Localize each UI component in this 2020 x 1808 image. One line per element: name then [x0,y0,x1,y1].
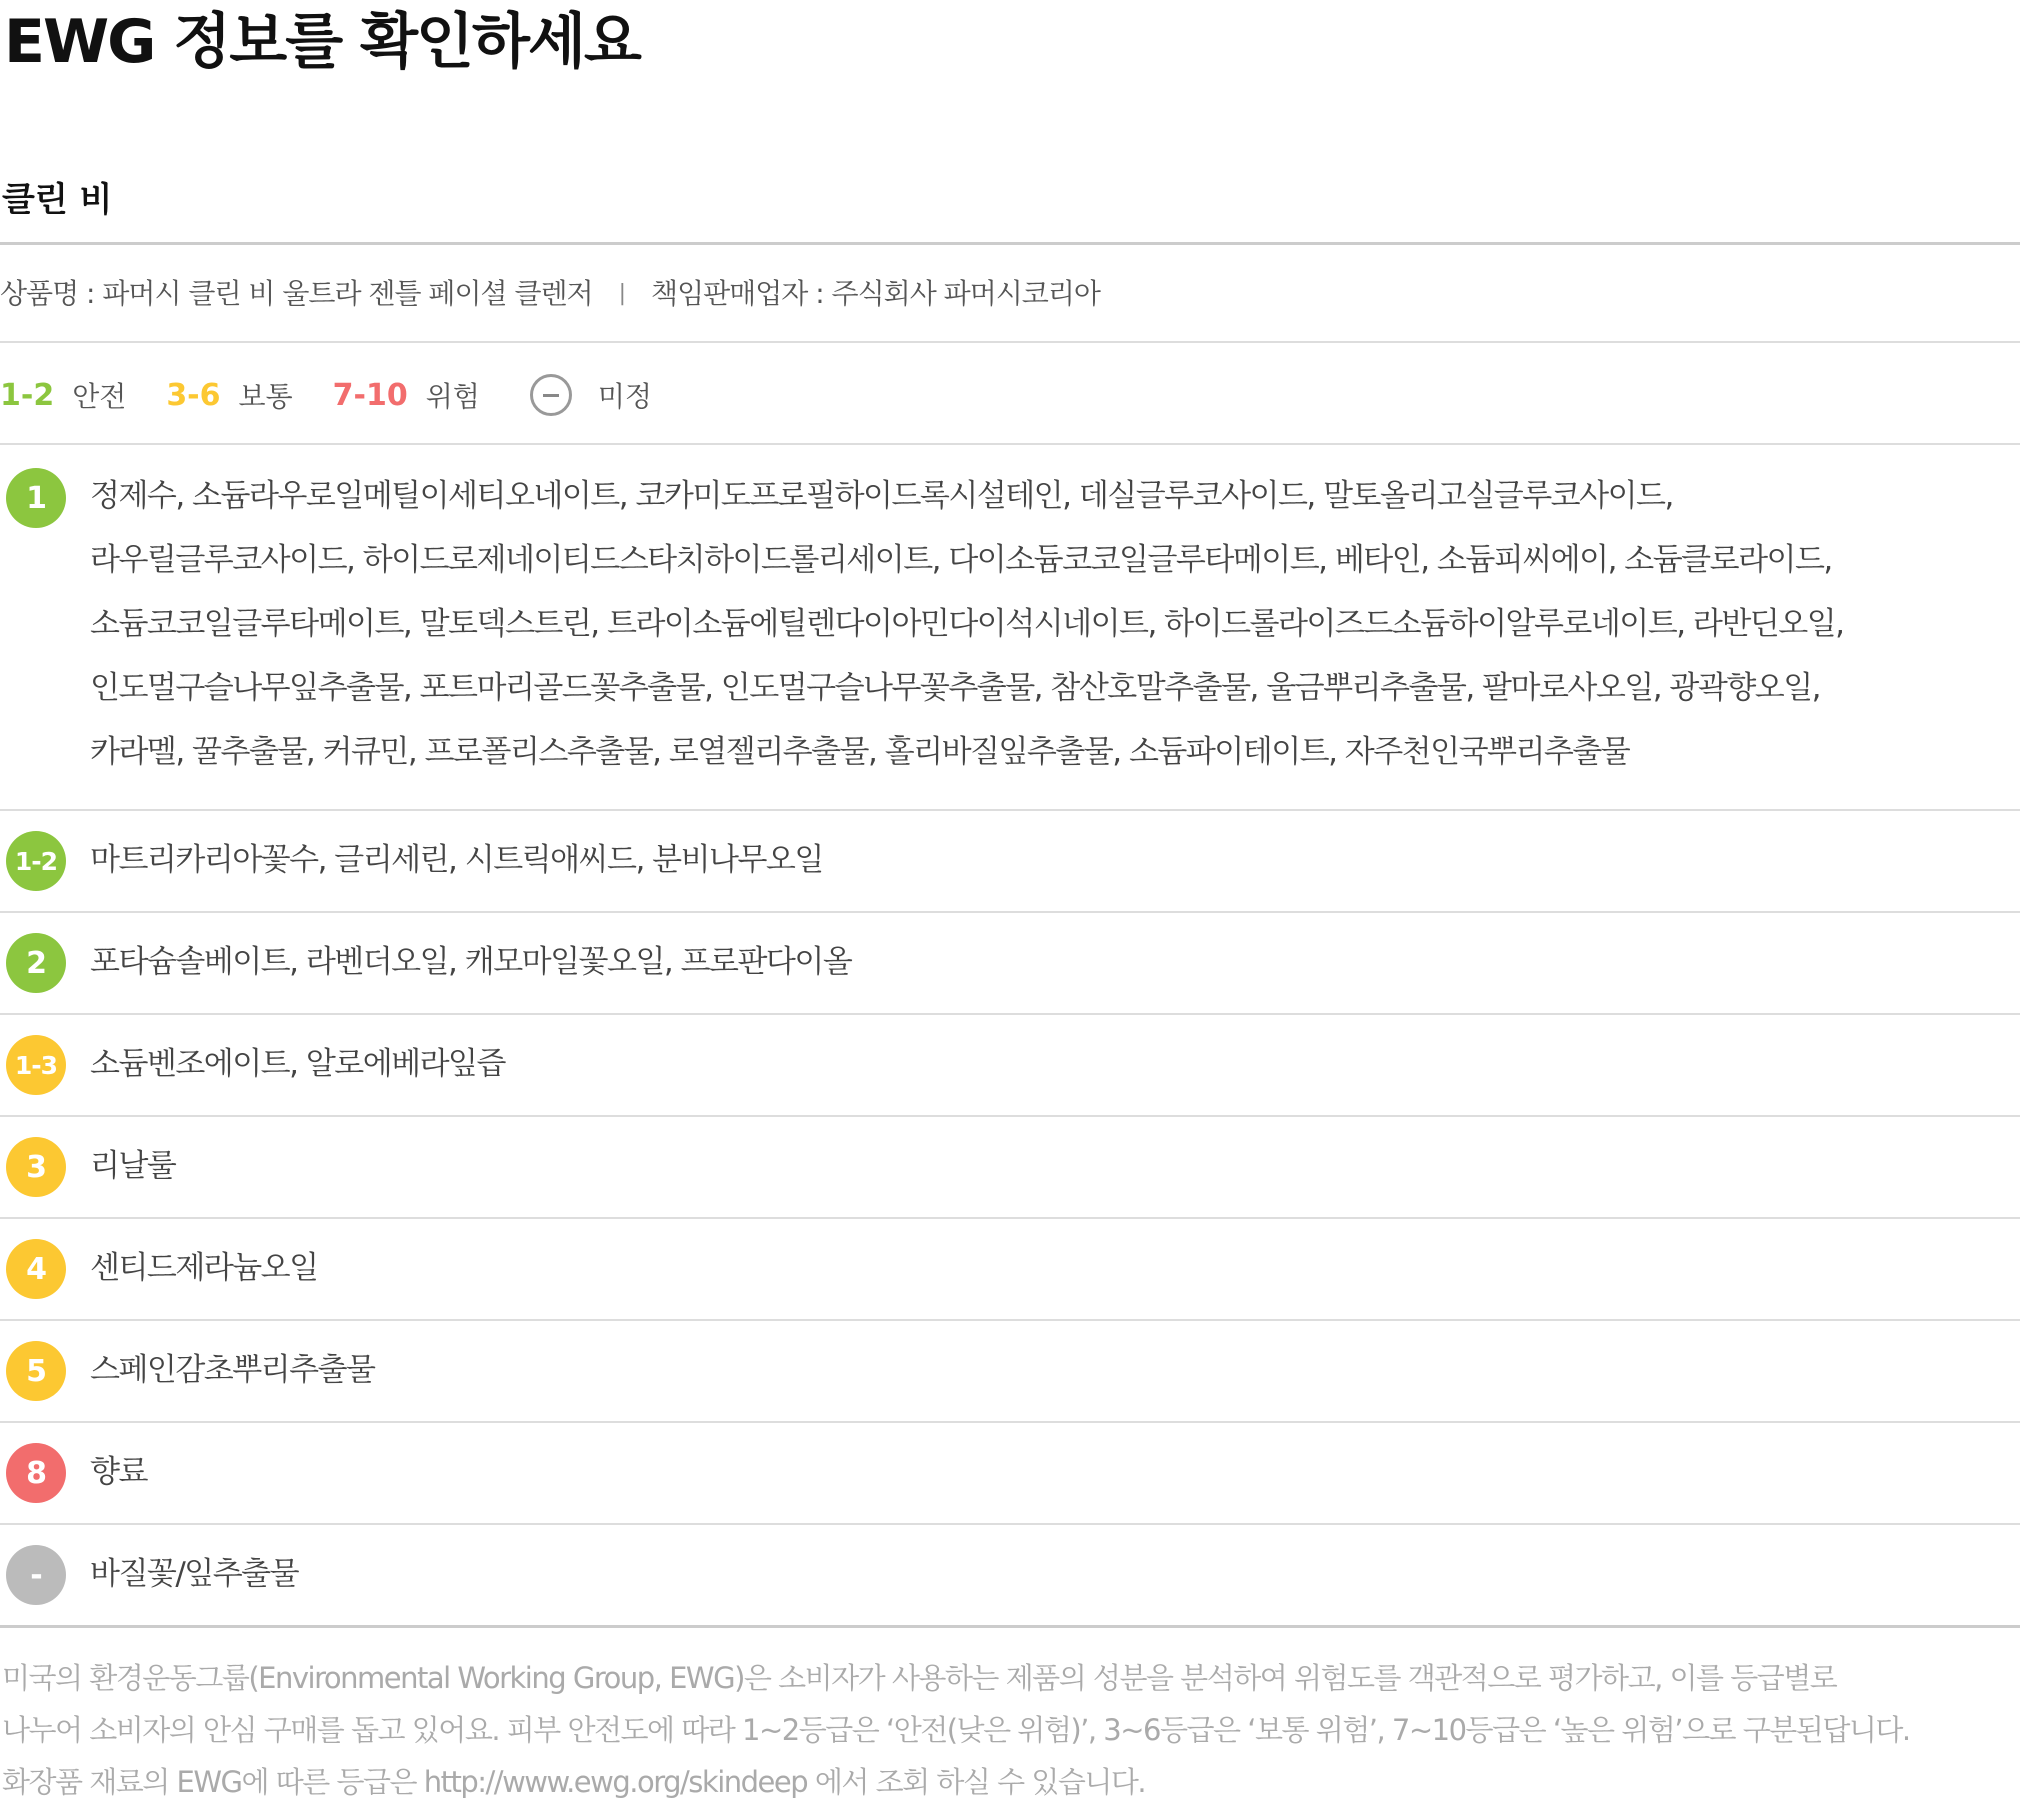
ingredient-row-grade-undetermined [0,1525,2020,1625]
ingredient-line: 소듐벤조에이트, 알로에베라잎즙 [90,1046,505,1082]
ingredient-row-grade-3 [0,1117,2020,1217]
grade-badge: 4 [6,1239,66,1299]
footnote-line: 화장품 재료의 EWG에 따른 등급은 http://www.ewg.org/skindeep 에서 조회 하실 수 있습니다. [2,1765,1146,1799]
info-separator: | [618,281,626,306]
grade-badge: 8 [6,1443,66,1503]
legend-moderate-label: 보통 [238,380,293,413]
grade-badge: 1-3 [6,1035,66,1095]
grade-badge: 1-2 [6,831,66,891]
ingredient-list [90,464,2000,784]
legend-danger-range: 7-10 [332,377,408,413]
ingredient-line: 마트리카리아꽃수, 글리세린, 시트릭애씨드, 분비나무오일 [90,842,823,878]
ingredient-row-grade-1 [0,445,2020,809]
legend-undetermined-label: 미정 [597,380,652,413]
ingredient-row-grade-8 [0,1423,2020,1523]
legend-danger-label: 위험 [425,380,480,413]
footnote-line: 나누어 소비자의 안심 구매를 돕고 있어요. 피부 안전도에 따라 1~2등급은 ‘안전(낮은 위험)’, 3~6등급은 ‘보통 위험’, 7~10등급은 ‘높은 위험’으로 구분된답니다. [2,1713,1910,1747]
ingredient-line: 스페인감초뿌리추출물 [90,1352,375,1388]
grade-badge: 5 [6,1341,66,1401]
ingredient-line: 카라멜, 꿀추출물, 커큐민, 프로폴리스추출물, 로열젤리추출물, 홀리바질잎추출물, 소듐파이테이트, 자주천인국뿌리추출물 [90,734,1630,770]
product-name-label: 상품명 : 파머시 클린 비 울트라 젠틀 페이셜 클렌저 [0,277,593,310]
ingredient-line: 라우릴글루코사이드, 하이드로제네이티드스타치하이드롤리세이트, 다이소듐코코일글루타메이트, 베타인, 소듐피씨에이, 소듐클로라이드, [90,542,1832,578]
undetermined-minus-icon [530,374,572,416]
ingredient-line: 정제수, 소듐라우로일메틸이세티오네이트, 코카미도프로필하이드록시설테인, 데실글루코사이드, 말토올리고실글루코사이드, [90,478,1673,514]
footnote-line: 미국의 환경운동그룹(Environmental Working Group, EWG)은 소비자가 사용하는 제품의 성분을 분석하여 위험도를 객관적으로 평가하고, 이를 등급별로 [2,1661,1837,1695]
ingredient-line: 리날룰 [90,1148,176,1184]
grade-legend [0,370,692,420]
ingredient-row-grade-1-3 [0,1015,2020,1115]
page-title: EWG 정보를 확인하세요 [4,7,640,77]
product-info-line [0,272,1100,312]
ingredient-row-grade-5 [0,1321,2020,1421]
ingredient-line: 향료 [90,1454,147,1490]
ingredient-row-grade-4 [0,1219,2020,1319]
divider [0,1625,2020,1628]
ingredient-row-grade-1-2 [0,811,2020,911]
grade-badge: - [6,1545,66,1605]
legend-safe-range: 1-2 [0,377,55,413]
ingredient-line: 포타슘솔베이트, 라벤더오일, 캐모마일꽃오일, 프로판다이올 [90,944,852,980]
product-name: 클린 비 [2,180,113,220]
legend-moderate-range: 3-6 [166,377,221,413]
grade-badge: 1 [6,468,66,528]
divider [0,341,2020,343]
grade-badge: 2 [6,933,66,993]
divider [0,242,2020,245]
grade-badge: 3 [6,1137,66,1197]
ingredient-row-grade-2 [0,913,2020,1013]
ingredient-line: 인도멀구슬나무잎추출물, 포트마리골드꽃추출물, 인도멀구슬나무꽃추출물, 참산호말추출물, 울금뿌리추출물, 팔마로사오일, 광곽향오일, [90,670,1821,706]
ingredient-line: 소듐코코일글루타메이트, 말토덱스트린, 트라이소듐에틸렌다이아민다이석시네이트, 하이드롤라이즈드소듐하이알루로네이트, 라반딘오일, [90,606,1844,642]
ewg-footnote [2,1652,2012,1808]
legend-safe-label: 안전 [72,380,127,413]
ingredient-line: 센티드제라늄오일 [90,1250,318,1286]
seller-label: 책임판매업자 : 주식회사 파머시코리아 [651,277,1100,310]
ingredient-line: 바질꽃/잎추출물 [90,1556,299,1592]
